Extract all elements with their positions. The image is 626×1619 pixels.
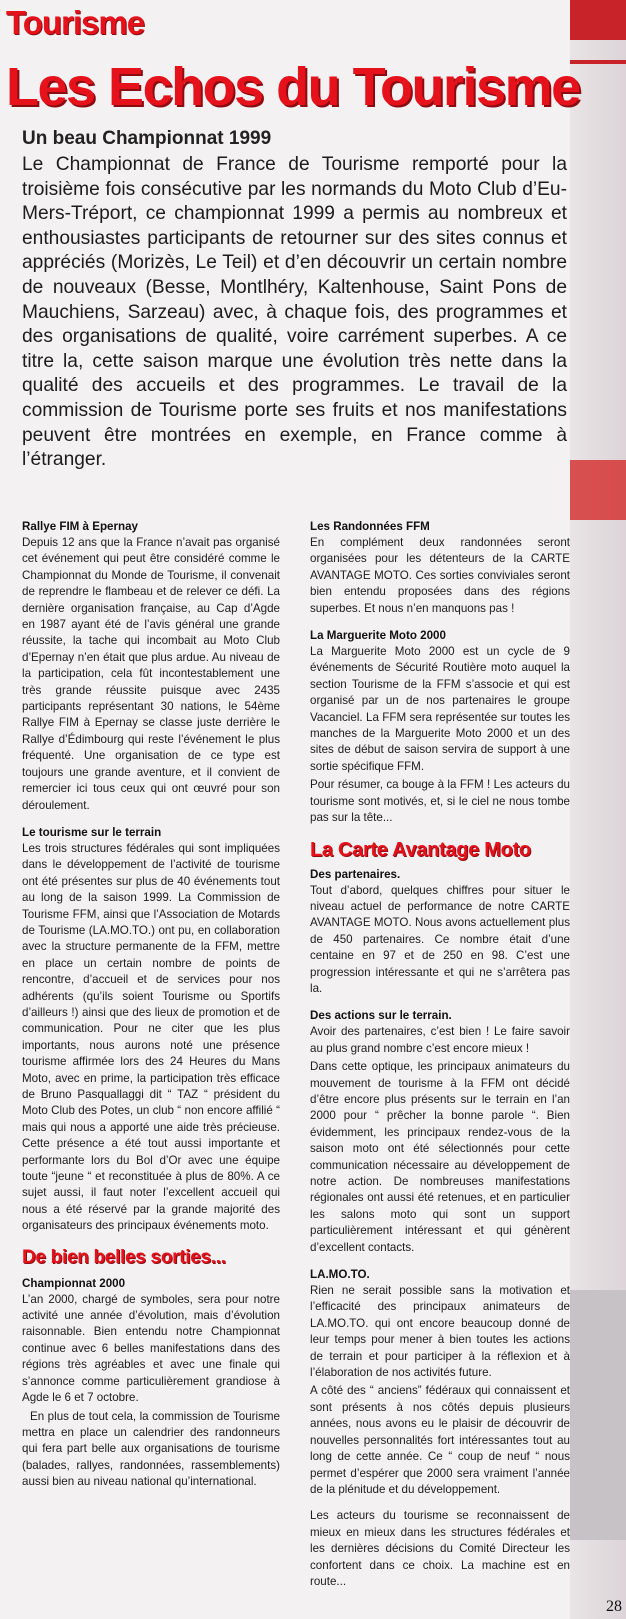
article-actions <box>310 1009 570 1256</box>
bleed-grey-block <box>570 1290 626 1540</box>
lead-subtitle: Un beau Championnat 1999 <box>22 128 272 149</box>
article-rallye <box>22 520 280 814</box>
article-heading: Des actions sur le terrain. <box>310 1009 452 1023</box>
article-randonnees <box>310 520 570 617</box>
bleed-red-band <box>570 0 626 40</box>
article-heading: Championnat 2000 <box>22 1276 126 1290</box>
article-body: A côté des “ anciens” fédéraux qui connaissent et sont présents à nos côtés depuis plusieurs années, nous avons eu le plaisir de découvrir de nouvelles personnalités fort intéressantes tout au long de cette année. Ce “ coup de neuf “ nous permet d’espérer que 2000 sera vraiment l’année de la plénitude et du développement. <box>310 1384 570 1496</box>
section-heading-carte: La Carte Avantage Moto <box>310 838 531 861</box>
section-heading-sorties: De bien belles sorties... <box>22 1246 226 1268</box>
article-heading: La Marguerite Moto 2000 <box>310 629 446 643</box>
article-terrain <box>22 826 280 1235</box>
article-heading: Le tourisme sur le terrain <box>22 825 162 839</box>
lead-paragraph: Le Championnat de France de Tourisme remporté pour la troisième fois consécutive par les normands du Moto Club d’Eu-Mers-Tréport, ce championnat 1999 a permis au nombreux et enthousiastes participants de retourner sur des sites connus et appréciés (Morizès, Le Teil) et d’en découvrir un certain nombre de nouveaux (Besse, Montlhéry, Kaltenhouse, Saint Pons de Mauchiens, Sarzeau) avec, à chaque fois, des programmes et des organisations de qualité, voire carrément superbes. A ce titre la, cette saison marque une évolution très nette dans la qualité des accueils et des programmes. Le travail de la commission de Tourisme porte ses fruits et nos manifestations peuvent être montrées en exemple, en France comme à l’étranger. <box>22 154 567 471</box>
article-body: L’an 2000, chargé de symboles, sera pour notre activité une année d’évolution, mais d’évolution raisonnable. Bien entendu notre Championnat continue avec 6 belles manifestations dans des régions très agréables et avec une finale qui s’annonce comme particulièrement grandiose à Agde le 6 et 7 octobre. <box>22 1292 280 1405</box>
article-heading: Les Randonnées FFM <box>310 520 430 533</box>
article-body: En plus de tout cela, la commission de Tourisme mettra en place un calendrier des randonneurs qui fera part belle aux organisations de tourisme (balades, rallyes, randonnées, rassemblements) aussi bien au niveau national qu’international. <box>22 1409 280 1489</box>
article-body: Dans cette optique, les principaux animateurs du mouvement de tourisme à la FFM ont décidé d’être encore plus présents sur le terrain en l’an 2000 pour “ prêcher la bonne parole “. Bien évidemment, les principaux rendez-vous de la saison moto ont été sélectionnés pour cette communication nécessaire au développement de notre action. De nombreuses manifestations régionales ont aussi été retenues, et en particulier les salons moto qui sont un support particulièrement intéressant et qui génèrent d’excellent contacts. <box>310 1060 570 1254</box>
article-heading: Des partenaires. <box>310 867 401 881</box>
article-lamoto <box>310 1268 570 1590</box>
article-body: Depuis 12 ans que la France n’avait pas organisé cet événement qui peut être considéré comme le Championnat du Monde de Tourisme, il convenait de reprendre le flambeau et de relever ce défi. La dernière organisation française, au Cap d’Agde en 1987 ayant été de l’avis général une grande réussite, la tache qui incombait au Moto Club d’Epernay n’en était que plus ardue. Au niveau de la participation, cela fût incontestablement une très grande réussite puisque avec 2435 participants représentant 30 nations, le 54ème Rallye FIM à Epernay se classe juste derrière le Rallye d’Édimbourg qui reste l’événement le plus fréquenté. Une organisation de ce type est toujours une grande aventure, et il convient de remercier ici tous ceux qui ont œuvré pour son déroulement. <box>22 536 280 812</box>
article-heading: LA.MO.TO. <box>310 1268 370 1282</box>
bleed-red-block <box>570 460 626 520</box>
adjacent-page-edge <box>570 0 626 1619</box>
page-title: Les Echos du Tourisme <box>6 57 580 117</box>
article-body: La Marguerite Moto 2000 est un cycle de 9 événements de Sécurité Routière moto auquel la section Tourisme de la FFM s’associe et qui est organisé par un de nos partenaires le groupe Vacanciel. La FFM sera représentée sur toutes les manches de la Marguerite Moto 2000 et un des sites de début de saison servira de support à une sortie spécifique FFM. <box>310 645 570 773</box>
article-heading: Rallye FIM à Epernay <box>22 520 138 533</box>
section-label: Tourisme <box>6 4 145 41</box>
left-column <box>22 520 280 1503</box>
article-body: Tout d’abord, quelques chiffres pour situer le niveau actuel de performance de notre CARTE AVANTAGE MOTO. Nous avons actuellement plus de 450 partenaires. Ce nombre était d’une centaine en 97 et de 250 en 98. C’est une progression intéressante et qui ne s’arrêtera pas la. <box>310 883 570 995</box>
article-partenaires <box>310 868 570 998</box>
article-body: Pour résumer, ca bouge à la FFM ! Les acteurs du tourisme sont motivés, et, si le ciel ne nous tombe pas sur la tête... <box>310 778 570 825</box>
article-body: Avoir des partenaires, c’est bien ! Le faire savoir au plus grand nombre c’est encore mieux ! <box>310 1025 570 1055</box>
article-marguerite <box>310 629 570 826</box>
right-column <box>310 520 570 1602</box>
page-number: 28 <box>606 1598 622 1615</box>
article-body: Les acteurs du tourisme se reconnaissent de mieux en mieux dans les structures fédérales et les dernières décisions du Comité Directeur les confortent dans ce choix. La machine est en route... <box>310 1509 570 1588</box>
article-body: En complément deux randonnées seront organisées pour les détenteurs de la CARTE AVANTAGE MOTO. Ces sorties conviviales seront bien entendu proposées dans des régions superbes. Et nous n’en manquons pas ! <box>310 536 570 615</box>
article-body: Les trois structures fédérales qui sont impliquées dans le développement de l’activité de tourisme ont été présentes sur plus de 40 événements tout au long de la saison 1999. La Commission de Tourisme FFM, ainsi que l’Association de Motards de Tourisme (LA.MO.TO.) ont pu, en collaboration avec la structure permanente de la FFM, mettre en place un certain nombre de points de rencontre, d’accueil et de services pour nos adhérents (qu’ils soient Tourisme ou Sportifs d’ailleurs !) ainsi que des lieux de promotion et de communication. Pour ne citer que les plus importants, nous aurons noté une présence tourisme affirmée lors des 24 Heures du Mans Moto, avec en prime, la participation très efficace de Bruno Pasquallaggi dit “ TAZ “ président du Moto Club des Potes, un club “ non encore affilié “ mais qui nous a apporté une aide très précieuse. Cette présence a été tout aussi importante et performante lors du Bol d’Or avec une équipe toute “jeune “ et reconstituée à plus de 80%. A ce sujet aussi, il faut noter l’excellent accueil qui nous a été réservé par la grande majorité des organisateurs des principaux événements moto. <box>22 841 280 1233</box>
article-championnat <box>22 1277 280 1491</box>
article-body: Rien ne serait possible sans la motivation et l’efficacité des principaux animateurs de LA.MO.TO. qui ont encore beaucoup donné de leur temps pour mener à bien toutes les actions de terrain et pour participer à la réflexion et à l’élaboration de nos activités future. <box>310 1284 570 1380</box>
